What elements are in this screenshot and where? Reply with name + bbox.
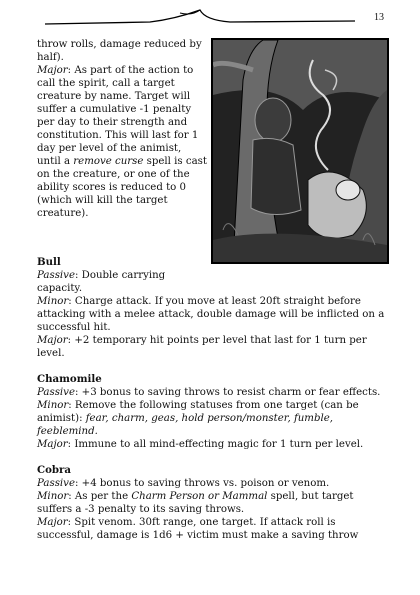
minor-entry [37, 295, 389, 334]
spirit-entry-bull [37, 256, 389, 360]
major-text: : +2 temporary hit points per level that last for 1 turn per level. [37, 335, 367, 359]
minor-label: Minor [37, 296, 69, 307]
spirit-entry-chamomile [37, 373, 389, 451]
header-rule [0, 0, 420, 30]
major-label: Major [37, 335, 68, 346]
status-list: fear, charm, geas, hold person/monster, fumble, feeblemind. [37, 413, 334, 437]
spirit-name: Bull [37, 256, 61, 268]
spell-name: remove curse [73, 156, 144, 167]
spirit-name: Cobra [37, 464, 71, 476]
major-text: : As part of the action to call the spirit, call a target creature by name. Target will suffer a cumulative -1 penalty per day to their strength and constitution. This will last for 1 day per level of the animist, until a [37, 65, 199, 167]
passive-entry [37, 477, 389, 490]
major-text-2: spell is cast on the creature, or one of the ability scores is reduced to 0 (which will kill the target creature). [37, 156, 208, 219]
passive-label: Passive [37, 387, 75, 398]
major-label: Major [37, 439, 68, 450]
major-text: : Spit venom. 30ft range, one target. If attack roll is successful, damage is 1d6 + victim must make a saving throw [37, 517, 359, 541]
major-label: Major [37, 517, 68, 528]
spirit-name: Chamomile [37, 373, 102, 385]
passive-text: : +3 bonus to saving throws to resist charm or fear effects. [74, 387, 381, 398]
major-entry [37, 64, 207, 220]
passive-label: Passive [37, 270, 75, 281]
illustration-art [213, 40, 387, 262]
minor-text-2: spell, but target suffers a -3 penalty to its saving throws. [37, 491, 354, 515]
major-entry [37, 438, 389, 451]
minor-label: Minor [37, 400, 69, 411]
major-entry [37, 516, 389, 542]
intro-column [37, 38, 207, 220]
minor-entry [37, 490, 389, 516]
passive-text: : Double carrying capacity. [37, 270, 166, 294]
spirit-entry-cobra [37, 464, 389, 542]
major-label: Major [37, 65, 68, 76]
passive-label: Passive [37, 478, 75, 489]
page-number: 13 [374, 12, 384, 23]
spirit-entries [37, 256, 389, 542]
minor-text: : Charge attack. If you move at least 20ft straight before attacking with a melee attack, double damage will be inflicted on a successful hit. [37, 296, 385, 333]
minor-label: Minor [37, 491, 69, 502]
spell-name: Charm Person or Mammal [131, 491, 268, 502]
forest-spirit-illustration [211, 38, 389, 264]
passive-entry [37, 269, 197, 295]
major-text: : Immune to all mind-effecting magic for 1 turn per level. [67, 439, 364, 450]
passive-text: : +4 bonus to saving throws vs. poison or venom. [74, 478, 330, 489]
passive-entry [37, 386, 389, 399]
minor-entry [37, 399, 389, 438]
minor-text: : Remove the following statuses from one target (can be animist): [37, 400, 359, 424]
continuation-text: throw rolls, damage reduced by half). [37, 39, 202, 63]
minor-text: : As per the [68, 491, 132, 502]
major-entry [37, 334, 389, 360]
